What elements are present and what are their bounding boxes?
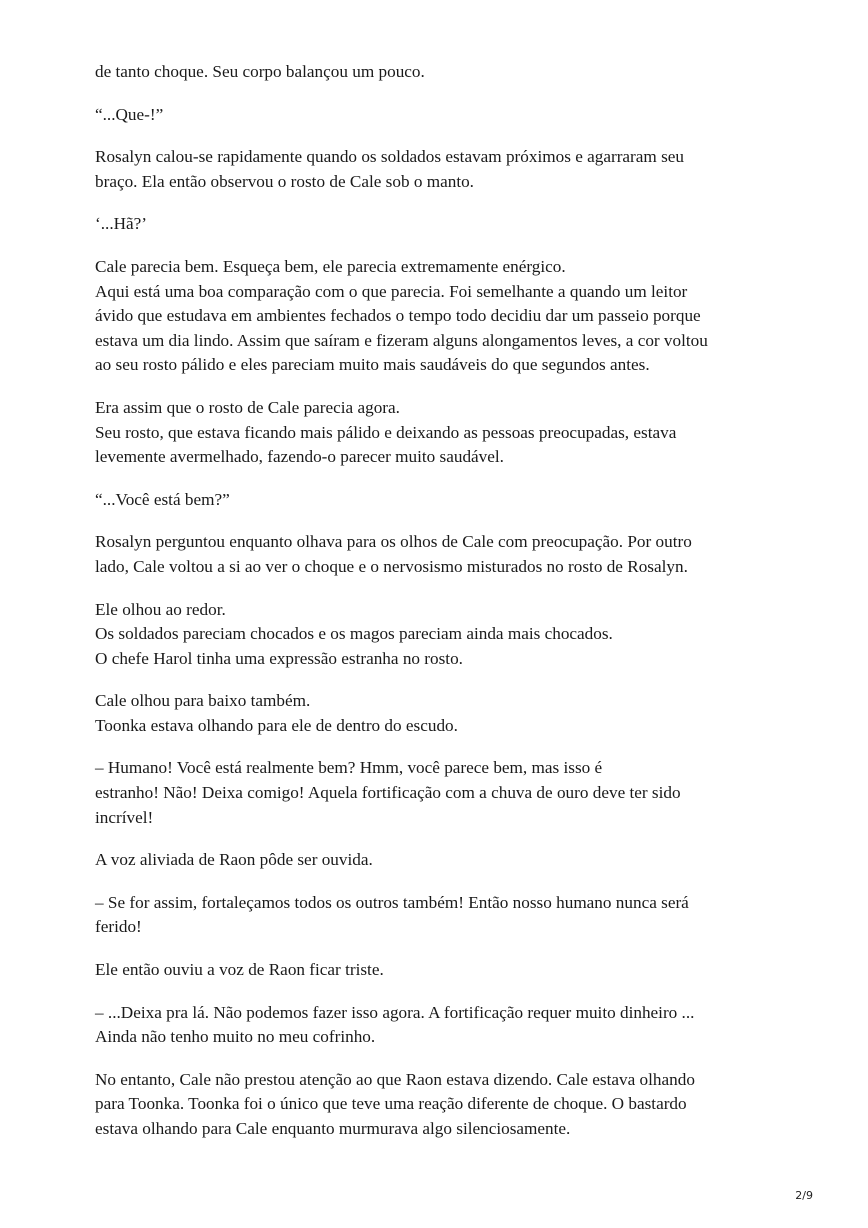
- document-body: [95, 60, 785, 1160]
- text-line: ‘...Hã?’: [95, 214, 148, 234]
- paragraph-15: [95, 1001, 785, 1050]
- paragraph-5: [95, 255, 785, 378]
- paragraph-4: [95, 212, 785, 237]
- paragraph-16: [95, 1068, 785, 1142]
- text-line: Rosalyn perguntou enquanto olhava para os olhos de Cale com preocupação. Por outro: [95, 532, 692, 552]
- text-line: Cale parecia bem. Esqueça bem, ele parecia extremamente enérgico.: [95, 256, 566, 276]
- text-line: Ele olhou ao redor.: [95, 599, 226, 619]
- text-line: para Toonka. Toonka foi o único que teve uma reação diferente de choque. O bastardo: [95, 1094, 687, 1114]
- paragraph-13: [95, 891, 785, 940]
- text-line: – Humano! Você está realmente bem? Hmm, você parece bem, mas isso é: [95, 758, 603, 778]
- text-line: Cale olhou para baixo também.: [95, 691, 311, 711]
- text-line: Era assim que o rosto de Cale parecia agora.: [95, 397, 400, 417]
- text-line: Ele então ouviu a voz de Raon ficar triste.: [95, 960, 384, 980]
- paragraph-8: [95, 530, 785, 579]
- text-line: No entanto, Cale não prestou atenção ao que Raon estava dizendo. Cale estava olhando: [95, 1069, 695, 1089]
- page-number: 2/9: [795, 1189, 813, 1202]
- text-line: braço. Ela então observou o rosto de Cale sob o manto.: [95, 171, 474, 191]
- paragraph-9: [95, 598, 785, 672]
- paragraph-10: [95, 689, 785, 738]
- paragraph-14: [95, 958, 785, 983]
- text-line: estranho! Não! Deixa comigo! Aquela fortificação com a chuva de ouro deve ter sido: [95, 783, 681, 803]
- text-line: “...Você está bem?”: [95, 489, 230, 509]
- text-line: de tanto choque. Seu corpo balançou um pouco.: [95, 62, 425, 81]
- text-line: ávido que estudava em ambientes fechados o tempo todo decidiu dar um passeio porque: [95, 306, 701, 326]
- text-line: – Se for assim, fortaleçamos todos os outros também! Então nosso humano nunca será: [95, 892, 689, 912]
- text-line: incrível!: [95, 807, 154, 827]
- text-line: O chefe Harol tinha uma expressão estranha no rosto.: [95, 648, 463, 668]
- text-line: Os soldados pareciam chocados e os magos pareciam ainda mais chocados.: [95, 624, 613, 644]
- text-line: Aqui está uma boa comparação com o que parecia. Foi semelhante a quando um leitor: [95, 281, 688, 301]
- paragraph-12: [95, 848, 785, 873]
- text-line: levemente avermelhado, fazendo-o parecer muito saudável.: [95, 447, 504, 467]
- text-line: ao seu rosto pálido e eles pareciam muito mais saudáveis do que segundos antes.: [95, 355, 650, 375]
- text-line: Ainda não tenho muito no meu cofrinho.: [95, 1027, 376, 1047]
- paragraph-1: [95, 60, 785, 85]
- paragraph-3: [95, 145, 785, 194]
- paragraph-2: [95, 103, 785, 128]
- text-line: ferido!: [95, 917, 142, 937]
- text-line: A voz aliviada de Raon pôde ser ouvida.: [95, 850, 373, 870]
- text-line: – ...Deixa pra lá. Não podemos fazer isso agora. A fortificação requer muito dinheiro ...: [95, 1002, 695, 1022]
- text-line: estava um dia lindo. Assim que saíram e fizeram alguns alongamentos leves, a cor voltou: [95, 330, 708, 350]
- text-line: lado, Cale voltou a si ao ver o choque e o nervosismo misturados no rosto de Rosalyn.: [95, 556, 688, 576]
- text-line: “...Que-!”: [95, 104, 164, 124]
- paragraph-7: [95, 488, 785, 513]
- paragraph-11: [95, 756, 785, 830]
- text-line: Seu rosto, que estava ficando mais pálido e deixando as pessoas preocupadas, estava: [95, 422, 677, 442]
- paragraph-6: [95, 396, 785, 470]
- text-line: Rosalyn calou-se rapidamente quando os soldados estavam próximos e agarraram seu: [95, 147, 684, 167]
- text-line: Toonka estava olhando para ele de dentro do escudo.: [95, 715, 458, 735]
- text-line: estava olhando para Cale enquanto murmurava algo silenciosamente.: [95, 1119, 571, 1138]
